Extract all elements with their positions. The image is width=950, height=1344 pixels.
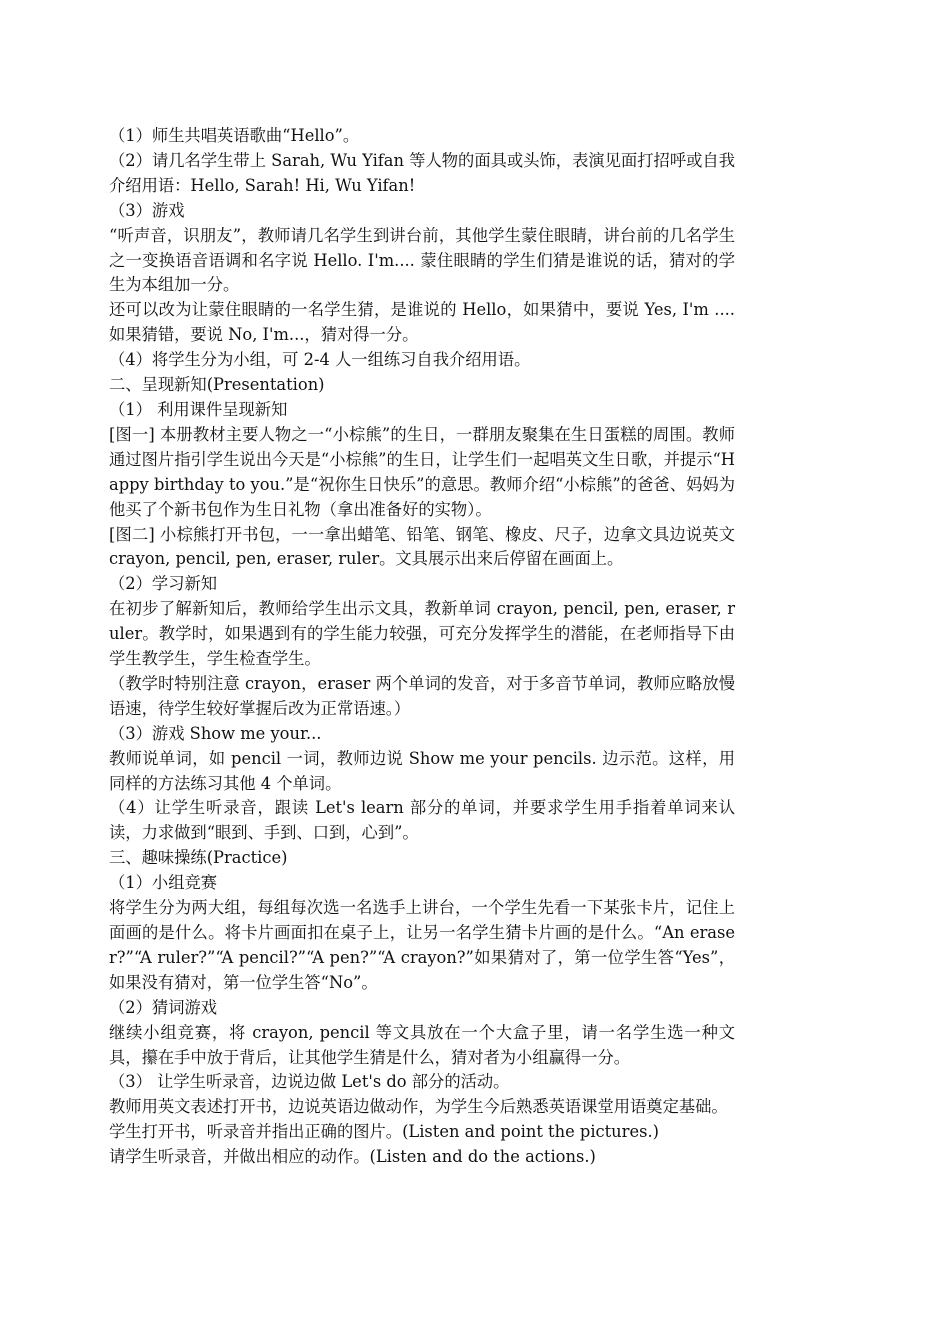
paragraph: “听声音，识朋友”，教师请几名学生到讲台前，其他学生蒙住眼睛，讲台前的几名学生之一变换语音语调和名字说 Hello. I'm.... 蒙住眼睛的学生们猜是谁说的话，猜对的学生为本组加一分。: [109, 225, 735, 295]
section-heading: 二、呈现新知(Presentation): [109, 375, 325, 395]
paragraph: 请学生听录音，并做出相应的动作。(Listen and do the actions.): [109, 1147, 596, 1167]
paragraph: （1） 利用课件呈现新知: [109, 399, 288, 419]
paragraph: 在初步了解新知后，教师给学生出示文具，教新单词 crayon, pencil, pen, eraser, ruler。教学时，如果遇到有的学生能力较强，可充分发挥学生的潜能，在老师指导下由学生教学生，学生检查学生。: [109, 599, 735, 669]
paragraph: （教学时特别注意 crayon，eraser 两个单词的发音，对于多音节单词，教师应略放慢语速，待学生较好掌握后改为正常语速。）: [109, 673, 735, 718]
paragraph: （4）将学生分为小组，可 2-4 人一组练习自我介绍用语。: [109, 350, 531, 370]
paragraph: 教师说单词，如 pencil 一词，教师边说 Show me your pencils. 边示范。这样，用同样的方法练习其他 4 个单词。: [109, 748, 735, 793]
paragraph: [图一] 本册教材主要人物之一“小棕熊”的生日，一群朋友聚集在生日蛋糕的周围。教师通过图片指引学生说出今天是“小棕熊”的生日，让学生们一起唱英文生日歌，并提示“Happy birthday to you.”是“祝你生日快乐”的意思。教师介绍“小棕熊”的爸爸、妈妈为他买了个新书包作为生日礼物（拿出准备好的实物）。: [109, 424, 735, 519]
paragraph: 还可以改为让蒙住眼睛的一名学生猜，是谁说的 Hello，如果猜中，要说 Yes, I'm .... 如果猜错，要说 No, I'm...，猜对得一分。: [109, 300, 735, 345]
paragraph: （2）请几名学生带上 Sarah, Wu Yifan 等人物的面具或头饰，表演见面打招呼或自我介绍用语：Hello, Sarah! Hi, Wu Yifan!: [109, 150, 735, 195]
paragraph: 教师用英文表述打开书，边说英语边做动作，为学生今后熟悉英语课堂用语奠定基础。: [109, 1097, 728, 1117]
paragraph: （3）游戏: [109, 200, 185, 220]
paragraph: （4）让学生听录音，跟读 Let's learn 部分的单词，并要求学生用手指着单词来认读，力求做到“眼到、手到、口到，心到”。: [109, 798, 735, 843]
paragraph: （3）游戏 Show me your...: [109, 723, 322, 743]
paragraph: 学生打开书，听录音并指出正确的图片。(Listen and point the pictures.): [109, 1122, 659, 1142]
paragraph: [图二] 小棕熊打开书包，一一拿出蜡笔、铅笔、钢笔、橡皮、尺子，边拿文具边说英文 crayon, pencil, pen, eraser, ruler。文具展示出来后停留在画面上。: [109, 524, 735, 569]
paragraph: （2）学习新知: [109, 574, 218, 594]
paragraph: 将学生分为两大组，每组每次选一名选手上讲台，一个学生先看一下某张卡片，记住上面画的是什么。将卡片画面扣在桌子上，让另一名学生猜卡片画的是什么。“An eraser?”“A ruler?”“A pencil?”“A pen?”“A crayon?”如果猜对了，第一位学生答“Yes”，如果没有猜对，第一位学生答“No”。: [109, 898, 735, 992]
paragraph: 继续小组竞赛，将 crayon, pencil 等文具放在一个大盒子里，请一名学生选一种文具，攥在手中放于背后，让其他学生猜是什么，猜对者为小组赢得一分。: [109, 1022, 735, 1067]
paragraph: （2）猜词游戏: [109, 997, 218, 1017]
document-body: [109, 124, 735, 1170]
section-heading: 三、趣味操练(Practice): [109, 848, 288, 868]
paragraph: （1）小组竞赛: [109, 873, 218, 893]
paragraph: （3） 让学生听录音，边说边做 Let's do 部分的活动。: [109, 1072, 510, 1092]
paragraph: （1）师生共唱英语歌曲“Hello”。: [109, 126, 360, 145]
